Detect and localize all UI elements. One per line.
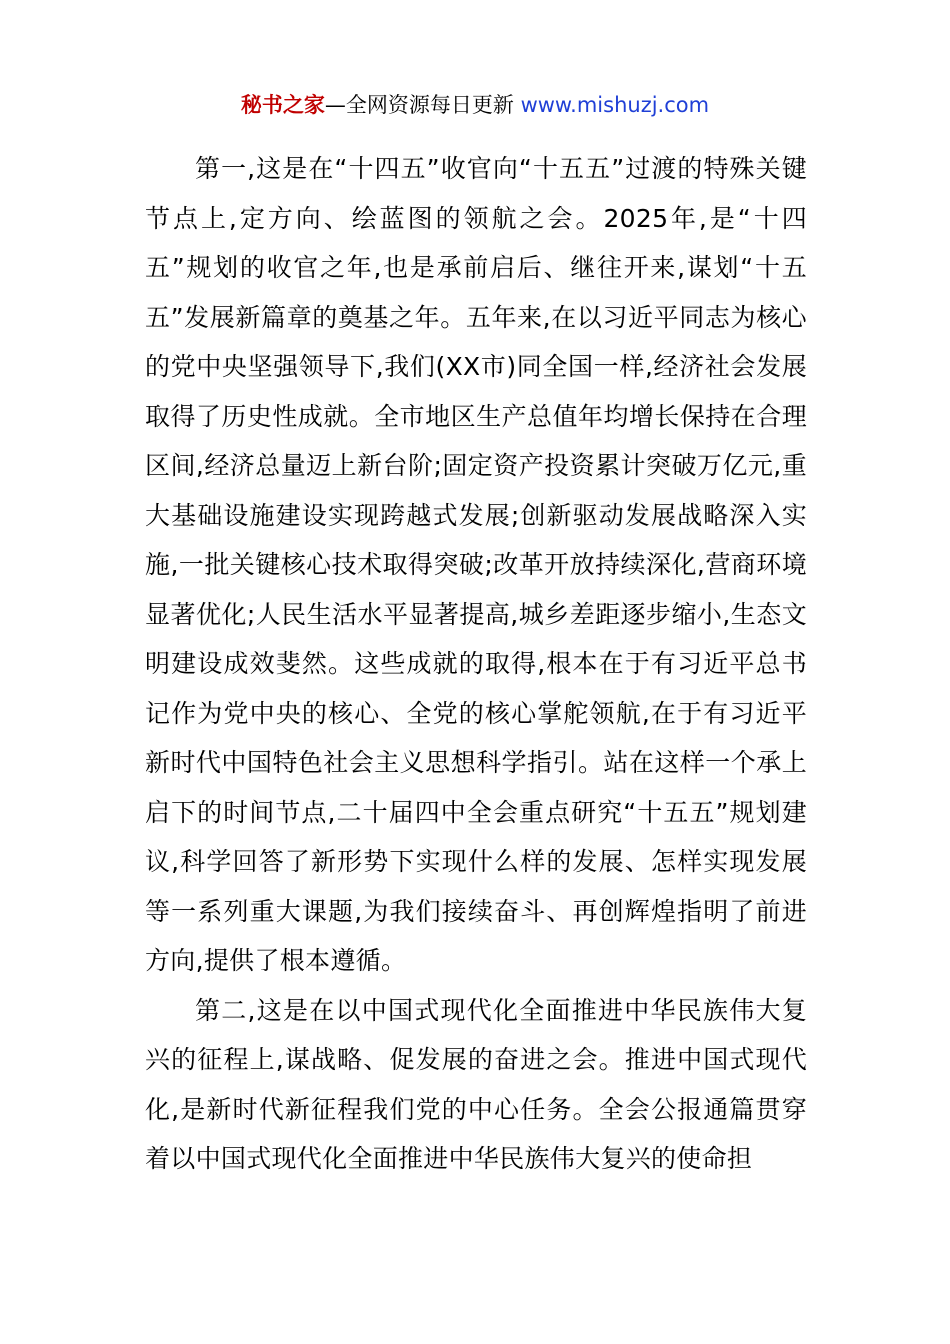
paragraph-1: 第一,这是在“十四五”收官向“十五五”过渡的特殊关键节点上,定方向、绘蓝图的领航之会。2025年,是“十四五”规划的收官之年,也是承前启后、继往开来,谋划“十五五”发展新篇章的奠基之年。五年来,在以习近平同志为核心的党中央坚强领导下,我们(XX市)同全国一样,经济社会发展取得了历史性成就。全市地区生产总值年均增长保持在合理区间,经济总量迈上新台阶;固定资产投资累计突破万亿元,重大基础设施建设实现跨越式发展;创新驱动发展战略深入实施,一批关键核心技术取得突破;改革开放持续深化,营商环境显著优化;人民生活水平显著提高,城乡差距逐步缩小,生态文明建设成效斐然。这些成就的取得,根本在于有习近平总书记作为党中央的核心、全党的核心掌舵领航,在于有习近平新时代中国特色社会主义思想科学指引。站在这样一个承上启下的时间节点,二十届四中全会重点研究“十五五”规划建议,科学回答了新形势下实现什么样的发展、怎样实现发展等一系列重大课题,为我们接续奋斗、再创辉煌指明了前进方向,提供了根本遵循。 [145,154,807,975]
site-url-link[interactable]: www.mishuzj.com [520,93,710,117]
brand-name: 秘书之家 [240,93,325,117]
header-tagline: —全网资源每日更新 [324,93,514,117]
paragraph-2: 第二,这是在以中国式现代化全面推进中华民族伟大复兴的征程上,谋战略、促发展的奋进之会。推进中国式现代化,是新时代新征程我们党的中心任务。全会公报通篇贯穿着以中国式现代化全面推进中华民族伟大复兴的使命担 [145,995,807,1173]
site-header [0,88,950,122]
document-body [145,144,807,1184]
